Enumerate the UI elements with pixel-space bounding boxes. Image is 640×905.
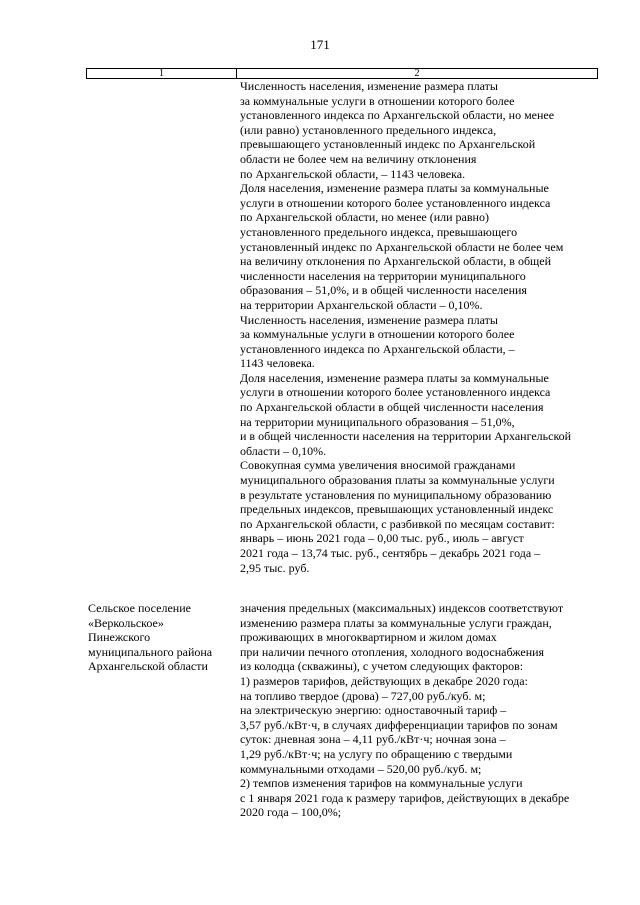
text-line: 1,29 руб./кВт·ч; на услугу по обращению с твердыми [240,746,513,761]
text-line: установленный индекс по Архангельской области не более чем [240,239,564,254]
text-line: в результате установления по муниципальному образованию [240,487,552,502]
row1-description [240,79,605,575]
text-line: 2) темпов изменения тарифов на коммунальные услуги [240,776,523,791]
text-line: по Архангельской области в общей численности населения [240,400,544,415]
text-line: 1143 человека. [240,356,315,371]
text-line: по Архангельской области, с разбивкой по месяцам составит: [240,516,555,531]
text-line: коммунальными отходами – 520,00 руб./куб. м; [240,761,482,776]
text-line: Совокупная сумма увеличения вносимой гражданами [240,458,516,473]
text-line: установленного индекса по Архангельской области, но менее [240,108,555,123]
municipality-line: Архангельской области [88,659,208,674]
text-line: установленного предельного индекса, превышающего [240,224,518,239]
text-line: на территории Архангельской области – 0,10%. [240,297,483,312]
text-line: по Архангельской области, – 1143 человека. [240,166,466,181]
text-line: суток: дневная зона – 4,11 руб./кВт·ч; ночная зона – [240,732,506,747]
page-number: 171 [310,37,330,52]
text-line: установленного индекса по Архангельской области, – [240,341,515,356]
text-line: на топливо твердое (дрова) – 727,00 руб./куб. м; [240,688,486,703]
text-line: с 1 января 2021 года к размеру тарифов, действующих в декабре [240,790,570,805]
text-line: (или равно) установленного предельного индекса, [240,122,497,137]
text-line: численности населения на территории муниципального [240,268,526,283]
text-line: при наличии печного отопления, холодного водоснабжения [240,644,545,659]
row2-municipality-name [88,601,238,674]
text-line: изменению размера платы за коммунальные услуги граждан, [240,615,552,630]
text-line: превышающего установленный индекс по Архангельской [240,137,536,152]
text-line: образования – 51,0%, и в общей численности населения [240,283,527,298]
text-line: 3,57 руб./кВт·ч, в случаях дифференциации тарифов по зонам [240,717,558,732]
text-line: значения предельных (максимальных) индексов соответствуют [240,601,564,615]
text-line: 1) размеров тарифов, действующих в декабре 2020 года: [240,673,528,688]
text-line: за коммунальные услуги в отношении которого более [240,327,515,342]
municipality-line: Сельское поселение [88,601,191,615]
text-line: Численность населения, изменение размера платы [240,79,498,93]
text-line: услуги в отношении которого более установленного индекса [240,195,551,210]
text-line: 2,95 тыс. руб. [240,560,310,575]
text-line: и в общей численности населения на территории Архангельской [240,429,572,444]
text-line: 2021 года – 13,74 тыс. руб., сентябрь – декабрь 2021 года – [240,546,541,560]
text-line: предельных индексов, превышающих установленный индекс [240,502,554,517]
text-line: из колодца (скважины), с учетом следующих факторов: [240,659,524,674]
text-line: на электрическую энергию: одноставочный тариф – [240,703,507,718]
text-line: за коммунальные услуги в отношении которого более [240,93,515,108]
text-line: Доля населения, изменение размера платы за коммунальные [240,370,549,385]
table-header-row [86,68,598,79]
row2-description [240,601,605,820]
municipality-line: муниципального района [88,644,213,659]
text-line: на территории муниципального образования – 51,0%, [240,414,515,429]
municipality-line: «Веркольское» [88,615,164,630]
text-line: услуги в отношении которого более установленного индекса [240,385,551,400]
text-line: Численность населения, изменение размера платы [240,312,498,327]
text-line: январь – июнь 2021 года – 0,00 тыс. руб., июль – август [240,531,524,546]
text-line: области – 0,10%. [240,443,327,458]
text-line: на величину отклонения по Архангельской области, в общей [240,254,552,269]
text-line: муниципального образования платы за коммунальные услуги [240,473,555,488]
text-line: проживающих в многоквартирном и жилом домах [240,630,497,645]
text-line: 2020 года – 100,0%; [240,805,342,820]
text-line: по Архангельской области, но менее (или равно) [240,210,489,225]
text-line: области не более чем на величину отклонения [240,151,477,166]
table-header-col1: 1 [159,68,164,79]
table-header-col2: 2 [414,68,420,79]
municipality-line: Пинежского [88,630,151,645]
text-line: Доля населения, изменение размера платы за коммунальные [240,181,549,196]
